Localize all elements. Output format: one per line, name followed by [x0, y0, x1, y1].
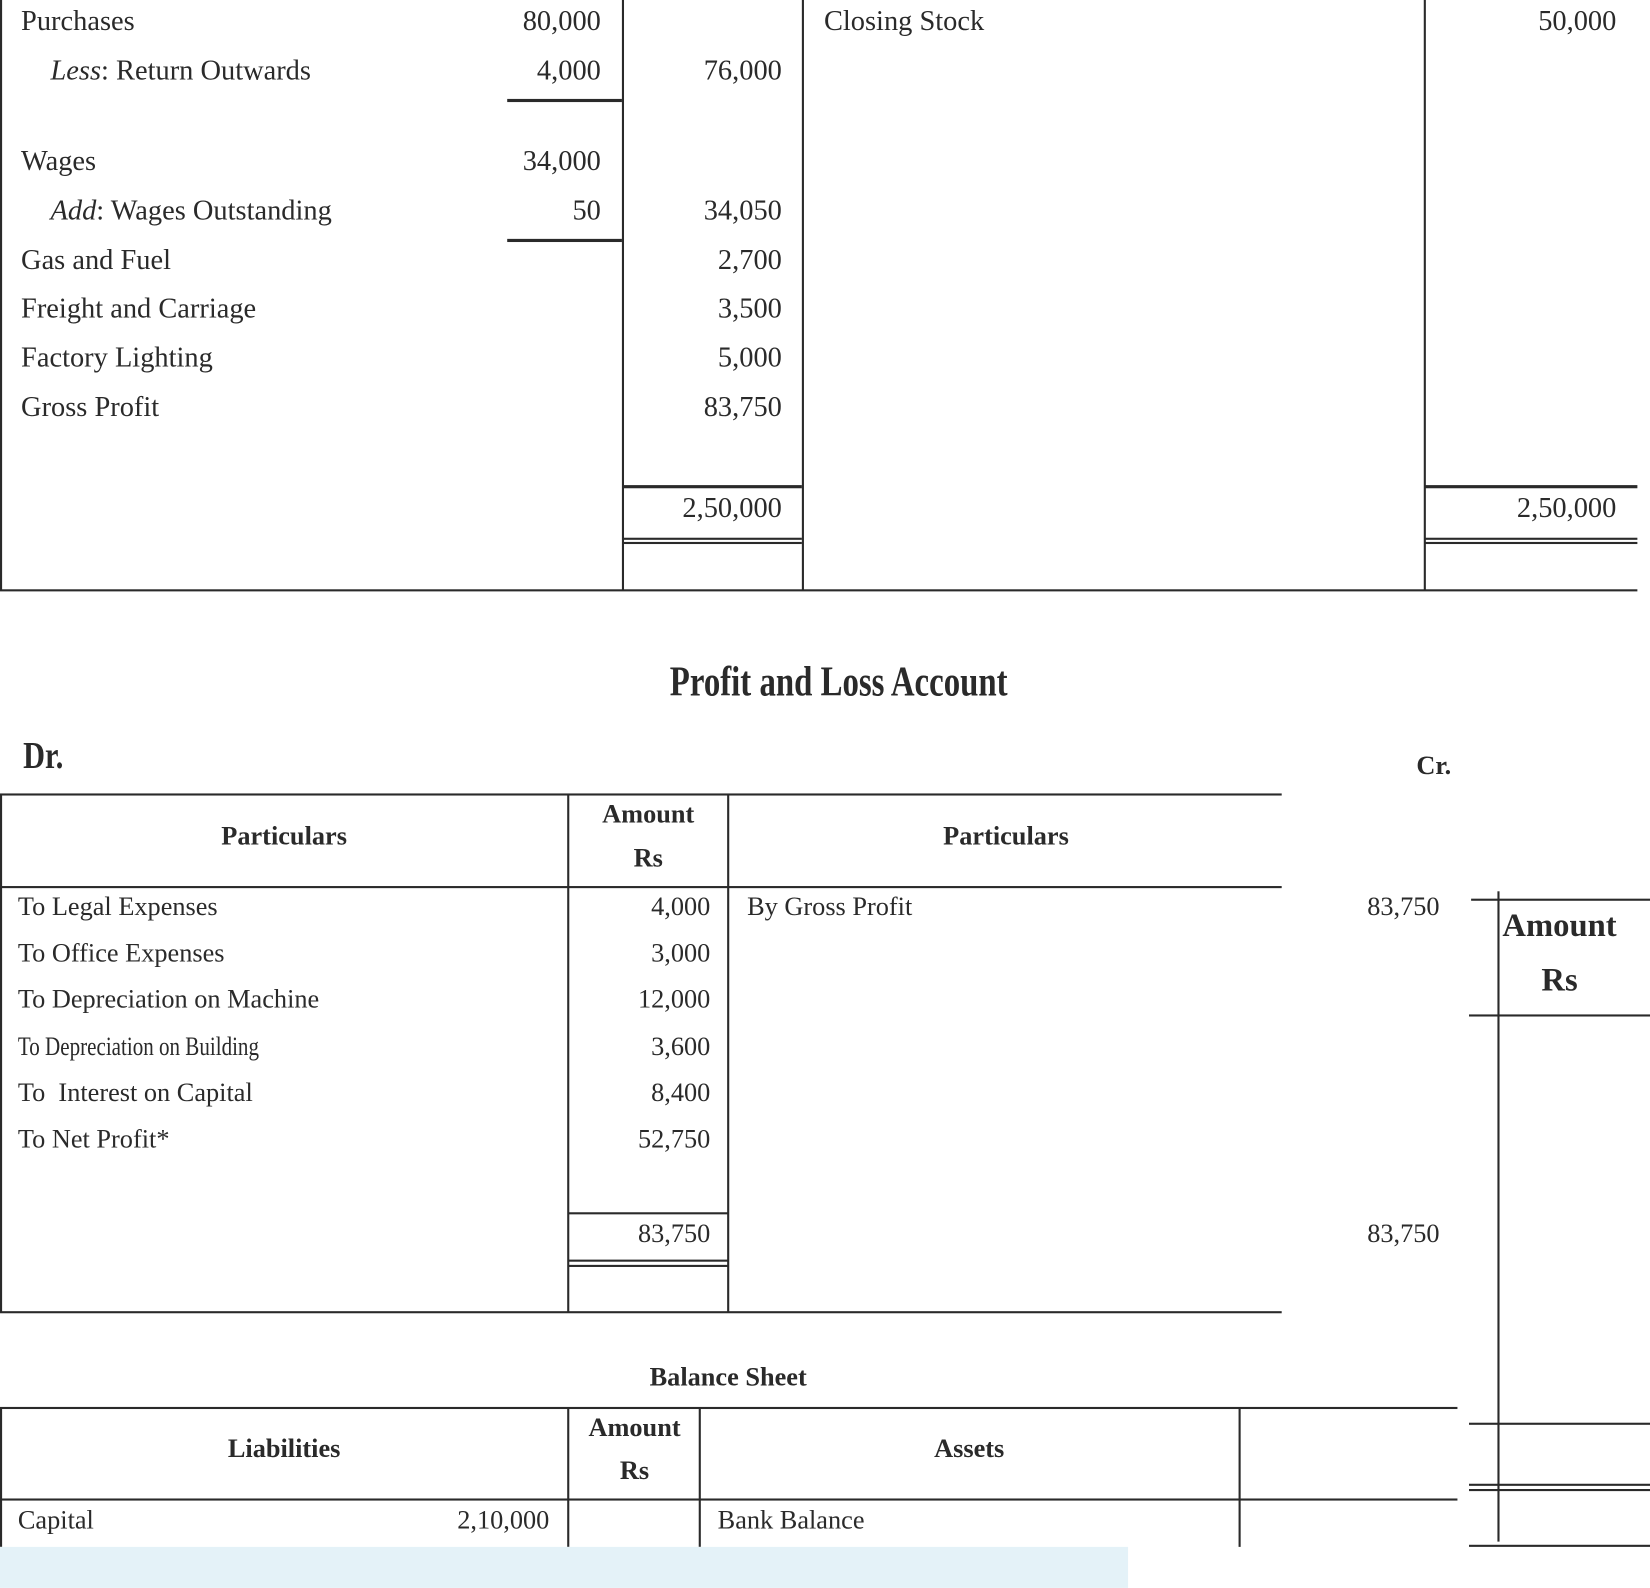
row-amount: 76,000 [703, 54, 782, 86]
row-label: To Net Profit* [17, 1125, 170, 1154]
header-liabilities: Liabilities [227, 1434, 341, 1464]
row-label: Gas and Fuel [21, 243, 171, 276]
row-inner-amount: 80,000 [522, 4, 601, 37]
rule [802, 0, 804, 590]
row-label: Gross Profit [21, 390, 160, 423]
rule [1469, 1545, 1650, 1547]
row-amount: 2,700 [717, 243, 782, 276]
liability-label: Capital [17, 1506, 94, 1535]
row-label: To Legal Expenses [17, 892, 218, 922]
row-label: Purchases [21, 4, 135, 37]
rule [727, 794, 729, 1312]
debit-total: 2,50,000 [682, 491, 782, 524]
side-header-amount: Amount [1502, 906, 1617, 944]
label-text: : Return Outwards [101, 54, 311, 86]
double-rule [1425, 542, 1638, 544]
rule [699, 1408, 701, 1547]
row-label: Freight and Carriage [21, 292, 257, 324]
double-rule [1425, 538, 1638, 540]
row-label: To Depreciation on Machine [17, 985, 320, 1014]
label-text: : Wages Outstanding [96, 194, 332, 226]
double-rule [623, 542, 802, 544]
row-inner-amount: 34,000 [522, 144, 601, 177]
row-label [51, 196, 332, 224]
rule [622, 0, 624, 590]
row-amount: 3,500 [717, 292, 782, 324]
double-rule [1469, 1484, 1650, 1486]
rule [0, 0, 2, 590]
rule [0, 589, 1637, 591]
row-amount: 8,400 [651, 1079, 711, 1108]
row-inner-amount: 50 [572, 194, 601, 226]
liability-amount: 2,10,000 [457, 1506, 550, 1535]
rule [0, 1408, 2, 1547]
row-label: To Office Expenses [17, 939, 225, 968]
rule [567, 794, 569, 1312]
rule [1497, 891, 1499, 1541]
row-label: Factory Lighting [21, 341, 213, 374]
debit-total: 83,750 [637, 1220, 711, 1249]
row-amount: 4,000 [651, 892, 711, 922]
row-label: Closing Stock [823, 4, 985, 37]
asset-label: Bank Balance [717, 1506, 865, 1535]
header-amount: Amount [588, 1413, 681, 1443]
row-amount: 50,000 [1538, 4, 1617, 37]
header-assets: Assets [934, 1434, 1005, 1464]
rule [0, 793, 1282, 795]
row-label: To Interest on Capital [17, 1079, 253, 1108]
rule [0, 1311, 1282, 1313]
total-rule [568, 1212, 728, 1214]
row-amount: 12,000 [637, 985, 711, 1014]
credit-total: 2,50,000 [1516, 491, 1617, 524]
label-prefix: Add [50, 194, 97, 226]
rule [567, 1408, 569, 1547]
double-rule [568, 1260, 728, 1262]
row-amount: 5,000 [717, 341, 782, 374]
rule [507, 239, 622, 242]
header-rs: Rs [619, 1456, 650, 1486]
balance-sheet-title: Balance Sheet [649, 1363, 807, 1392]
total-rule [623, 485, 802, 488]
header-rs: Rs [633, 844, 663, 873]
header-particulars: Particulars [943, 822, 1069, 851]
highlight-bar [0, 1547, 1128, 1588]
rule [0, 886, 1282, 888]
double-rule [623, 538, 802, 540]
row-label [51, 56, 311, 84]
side-header-rs: Rs [1541, 961, 1578, 999]
dr-label: Dr. [23, 734, 64, 777]
row-amount: 83,750 [1367, 892, 1440, 922]
label-prefix: Less [50, 54, 102, 86]
credit-total: 83,750 [1367, 1220, 1440, 1249]
row-label: By Gross Profit [747, 892, 913, 922]
pl-title: Profit and Loss Account [669, 657, 1008, 706]
rule [1424, 0, 1426, 590]
rule [1469, 1014, 1650, 1016]
row-label: Wages [21, 144, 97, 177]
row-amount: 52,750 [637, 1125, 711, 1154]
double-rule [568, 1265, 728, 1267]
row-inner-amount: 4,000 [536, 54, 601, 86]
row-amount: 83,750 [703, 390, 782, 423]
row-amount: 3,000 [651, 939, 711, 968]
rule [507, 99, 622, 102]
row-amount: 34,050 [703, 194, 782, 226]
row-amount: 3,600 [651, 1032, 711, 1062]
rule [1469, 1423, 1650, 1425]
header-amount: Amount [602, 800, 695, 829]
total-rule [1425, 485, 1638, 488]
row-label: To Depreciation on Building [17, 1032, 259, 1062]
rule [1239, 1408, 1241, 1547]
header-particulars: Particulars [221, 822, 347, 851]
double-rule [1469, 1489, 1650, 1491]
rule [0, 794, 2, 1312]
cr-label: Cr. [1416, 751, 1452, 781]
